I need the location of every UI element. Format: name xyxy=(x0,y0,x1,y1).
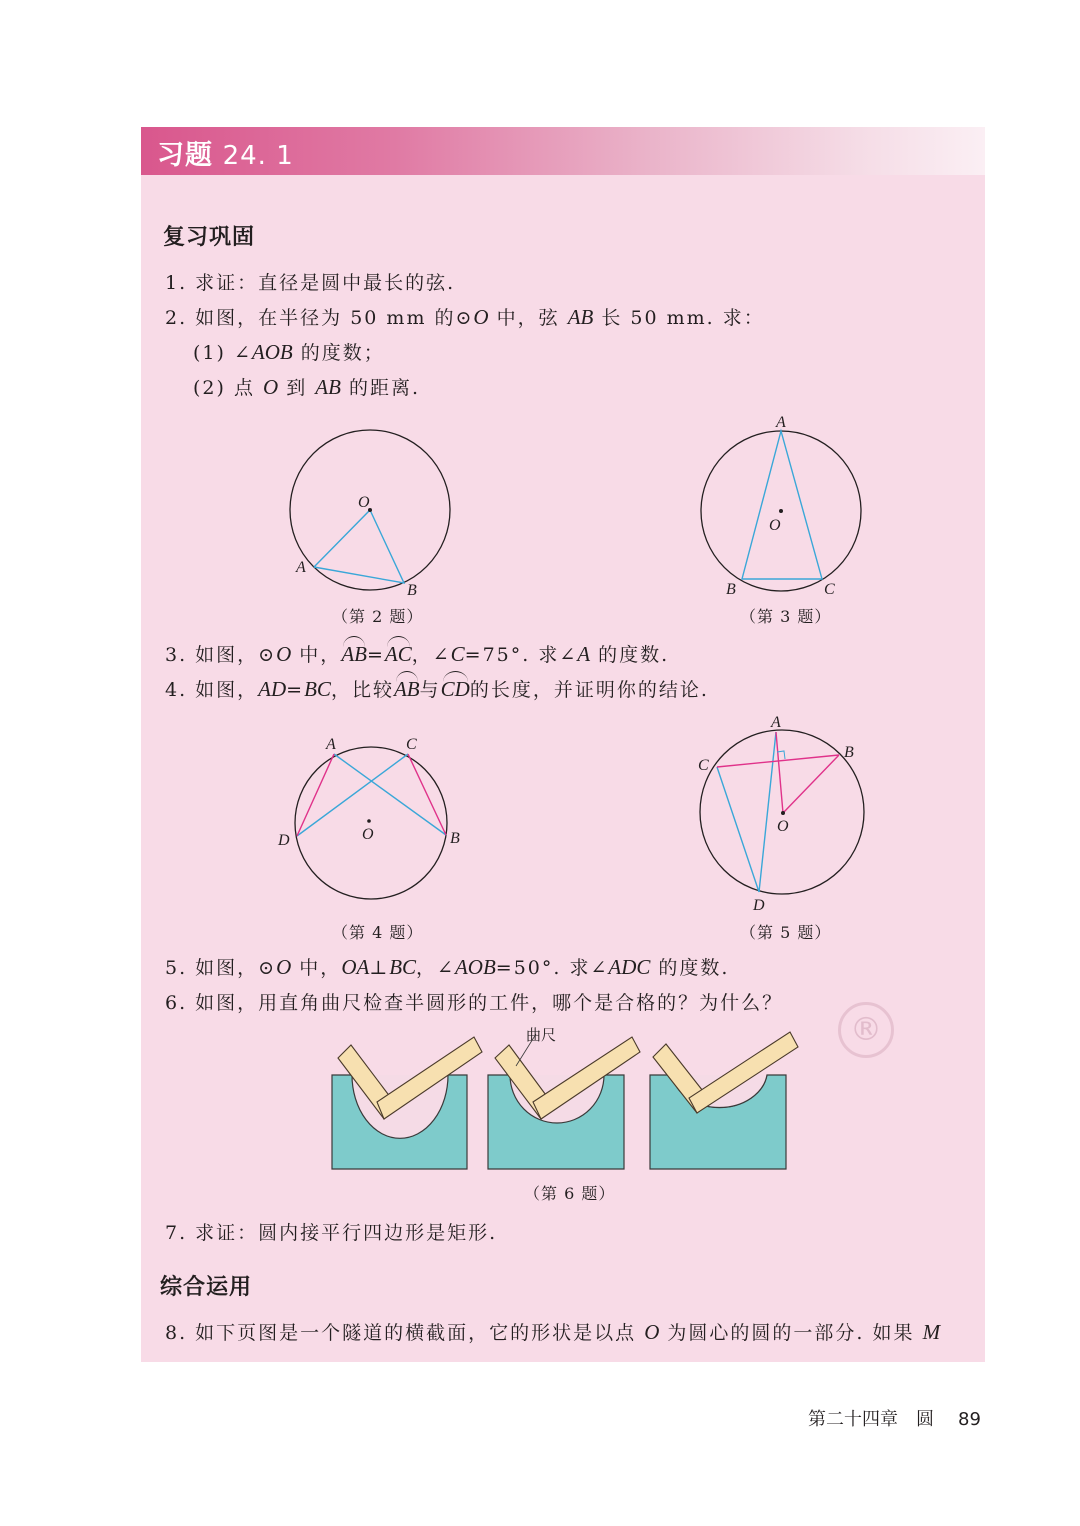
figure-5-diagram xyxy=(680,710,880,920)
arc-cd: CD xyxy=(440,677,470,701)
problem-4: 4. 如图，AD=BC，比较AB与CD的长度，并证明你的结论. xyxy=(165,677,709,701)
arc-ac: AC xyxy=(384,642,412,666)
page-number: 89 xyxy=(958,1409,981,1430)
page-footer xyxy=(808,1405,981,1431)
exercise-title: 习题 24. 1 xyxy=(157,140,294,171)
svg-text:O: O xyxy=(358,494,370,511)
svg-text:A: A xyxy=(771,714,781,731)
figure-6-diagram xyxy=(320,1020,800,1180)
arc-ab: AB xyxy=(341,642,367,666)
svg-text:O: O xyxy=(362,826,374,843)
svg-text:D: D xyxy=(753,897,765,914)
svg-text:C: C xyxy=(406,736,417,753)
figure-2-diagram xyxy=(270,410,490,610)
svg-text:D: D xyxy=(278,832,290,849)
figure-3-caption: （第 3 题） xyxy=(740,607,832,626)
problem-8: 8. 如下页图是一个隧道的横截面，它的形状是以点 O 为圆心的圆的一部分. 如果 M xyxy=(165,1320,941,1344)
chapter-title: 第二十四章 圆 xyxy=(808,1409,934,1430)
svg-text:A: A xyxy=(776,414,786,431)
problem-6: 6. 如图，用直角曲尺检查半圆形的工件，哪个是合格的？为什么？ xyxy=(165,992,784,1014)
figure-3-diagram xyxy=(680,410,890,610)
svg-text:O: O xyxy=(769,517,781,534)
problem-2-part-1: (1) ∠AOB 的度数； xyxy=(193,340,385,364)
svg-text:C: C xyxy=(824,581,835,598)
figure-5-caption: （第 5 题） xyxy=(740,923,832,942)
svg-text:B: B xyxy=(726,581,736,598)
svg-text:B: B xyxy=(844,744,854,761)
registered-watermark: ® xyxy=(838,1002,894,1058)
svg-text:曲尺: 曲尺 xyxy=(526,1026,557,1044)
figure-4-diagram xyxy=(270,725,480,925)
exercise-banner xyxy=(141,127,985,175)
workpiece-1 xyxy=(332,1037,482,1169)
workpiece-2 xyxy=(488,1026,640,1169)
figure-4-caption: （第 4 题） xyxy=(332,923,424,942)
problem-3: 3. 如图，⊙O 中，AB=AC，∠C=75°. 求∠A 的度数. xyxy=(165,642,670,666)
svg-text:C: C xyxy=(698,757,709,774)
svg-text:B: B xyxy=(407,582,417,599)
svg-text:B: B xyxy=(450,830,460,847)
section-apply-heading: 综合运用 xyxy=(160,1275,253,1300)
problem-7: 7. 求证：圆内接平行四边形是矩形. xyxy=(165,1222,498,1244)
arc-ab: AB xyxy=(393,677,420,701)
figure-6-caption: （第 6 题） xyxy=(524,1184,616,1203)
problem-1: 1. 求证：直径是圆中最长的弦. xyxy=(165,272,456,294)
problem-2: 2. 如图，在半径为 50 mm 的⊙O 中，弦 AB 长 50 mm. 求： xyxy=(165,305,765,329)
problem-2-part-2: (2) 点 O 到 AB 的距离. xyxy=(193,375,421,399)
svg-text:O: O xyxy=(777,818,789,835)
svg-text:A: A xyxy=(326,736,336,753)
section-review-heading: 复习巩固 xyxy=(163,225,256,250)
workpiece-3 xyxy=(650,1032,798,1169)
problem-5: 5. 如图，⊙O 中，OA⊥BC，∠AOB=50°. 求∠ADC 的度数. xyxy=(165,955,730,979)
figure-2-caption: （第 2 题） xyxy=(332,607,424,626)
svg-text:A: A xyxy=(296,559,306,576)
